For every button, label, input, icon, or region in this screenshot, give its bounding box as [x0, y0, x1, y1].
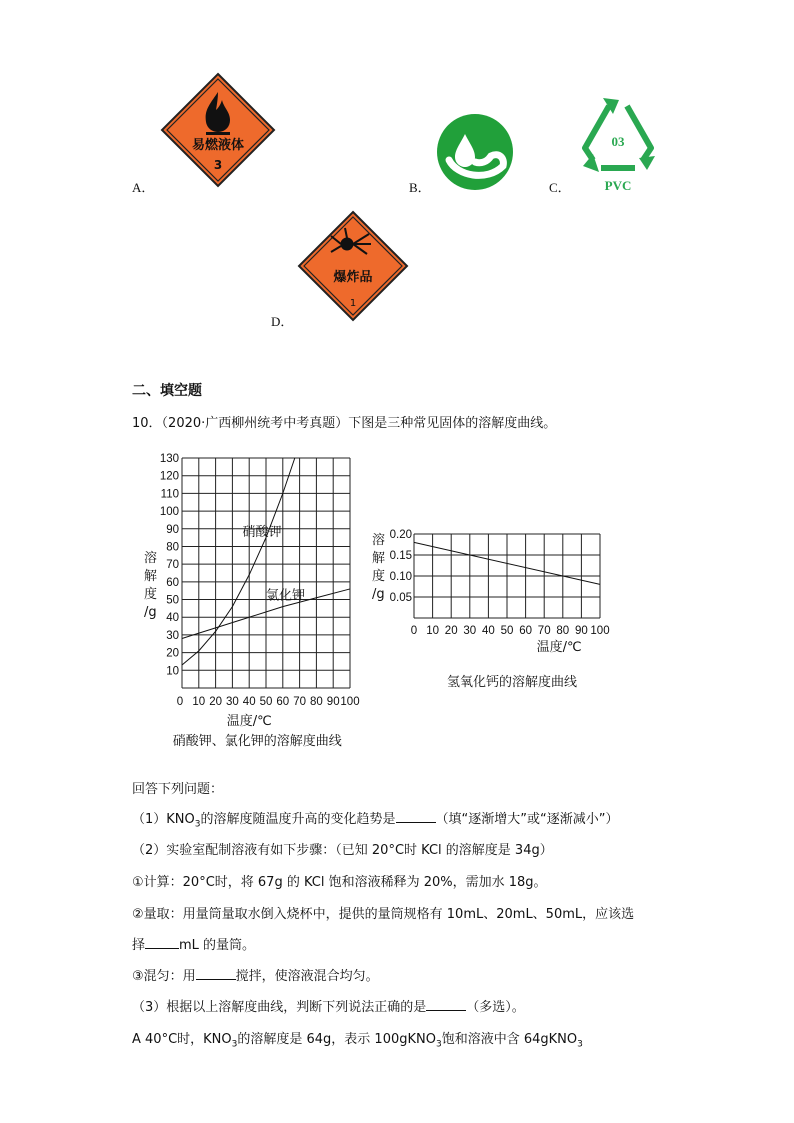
x-axis-label: 温度/℃ [536, 640, 582, 655]
chart-kno3-kcl [140, 448, 380, 753]
q2-tool-blank[interactable] [196, 967, 236, 980]
x-tick-label: 50 [500, 625, 514, 637]
x-tick-label: 30 [463, 625, 477, 637]
y-tick-label: 0.05 [389, 592, 412, 604]
recycle-text: PVC [604, 178, 632, 193]
x-tick-label: 20 [444, 625, 458, 637]
y-tick-label: 0.20 [389, 529, 412, 541]
option-c-sign[interactable] [573, 94, 663, 194]
chart1-grid [182, 458, 350, 688]
q3-option-a: A 40°C时，$KNO_3$的溶解度是 64g，表示 100gKNO$_3$饱和溶液中含 64gKNO$_3$ [132, 1032, 583, 1050]
chart-caoh2 [368, 526, 618, 696]
y-tick-label: 120 [159, 470, 179, 483]
y-axis-label-char: /g [372, 587, 385, 602]
y-tick-label: 80 [166, 541, 179, 554]
y-tick-label: 50 [166, 594, 179, 607]
chart-title: 硝酸钾、氯化钾的溶解度曲线 [172, 734, 342, 749]
y-tick-label: 110 [160, 488, 179, 501]
q1-answer-blank[interactable] [396, 810, 436, 823]
y-tick-label: 130 [159, 453, 179, 465]
x-tick-label: 0 [176, 696, 184, 708]
option-b-sign[interactable] [435, 112, 515, 192]
y-axis-label-char: 解 [372, 551, 386, 566]
x-tick-label: 50 [259, 696, 273, 708]
q2-volume-blank[interactable] [145, 936, 179, 949]
sign-a-number: 3 [213, 158, 223, 172]
sign-d-number: 1 [349, 298, 357, 309]
x-tick-label: 30 [226, 696, 239, 708]
y-tick-label: 0.10 [389, 571, 412, 583]
x-tick-label: 60 [519, 625, 532, 637]
option-d-label: D． [271, 314, 294, 329]
y-tick-label: 90 [166, 523, 179, 536]
x-tick-label: 40 [482, 625, 495, 637]
option-c-label: C． [549, 180, 571, 195]
x-tick-label: 20 [209, 696, 222, 708]
x-tick-label: 60 [276, 696, 290, 708]
q2-step2b: 择 mL 的量筒。 [132, 938, 256, 953]
y-tick-label: 60 [166, 576, 179, 589]
q2-step3: ③混匀：用 搅拌，使溶液混合均匀。 [132, 969, 379, 984]
option-d-sign[interactable] [297, 210, 409, 322]
x-tick-label: 10 [192, 696, 206, 708]
question-stem: 10．（2020·广西柳州统考中考真题）下图是三种常见固体的溶解度曲线。 [132, 416, 557, 431]
option-b-label: B． [409, 180, 431, 195]
y-tick-label: 0.15 [389, 550, 412, 562]
x-tick-label: 70 [537, 625, 551, 637]
chart2-grid [414, 534, 600, 618]
y-axis-label-char: /g [144, 605, 157, 620]
x-tick-label: 10 [426, 625, 439, 637]
x-tick-label: 40 [242, 696, 256, 708]
q3-answer-blank[interactable] [426, 998, 466, 1011]
x-tick-label: 100 [590, 625, 610, 637]
q1-line: $(1)KNO_3$的溶解度随温度升高的变化趋势是 （填“逐渐增大”或“逐渐减小”） [132, 812, 619, 830]
x-tick-label: 80 [556, 625, 570, 637]
sign-a-text: 易燃液体 [191, 138, 245, 153]
sign-d-text: 爆炸品 [333, 270, 373, 285]
series-label-kcl: 氯化钾 [266, 588, 306, 604]
y-tick-label: 10 [166, 665, 179, 678]
y-tick-label: 30 [166, 629, 179, 642]
x-tick-label: 70 [293, 696, 306, 708]
y-tick-label: 100 [159, 506, 179, 519]
series-label-kno3: 硝酸钾 [242, 524, 282, 540]
option-a-label: A． [132, 180, 155, 195]
chart-title: 氢氧化钙的溶解度曲线 [446, 675, 578, 690]
y-axis-label-char: 溶 [372, 533, 386, 548]
x-tick-label: 90 [326, 696, 340, 708]
q2-step2a: ②量取：用量筒量取水倒入烧杯中，提供的量筒规格有 10mL、20mL、50mL，应该选 [132, 907, 635, 922]
x-tick-label: 80 [310, 696, 323, 708]
y-axis-label-char: 度 [144, 587, 158, 602]
y-axis-label-char: 度 [372, 569, 386, 584]
recycle-number: 03 [611, 134, 625, 149]
option-a-sign[interactable] [160, 72, 276, 188]
y-tick-label: 40 [166, 612, 179, 625]
q2-line: （2）实验室配制溶液有如下步骤：（已知 20°C时 KCl 的溶解度是 34g） [132, 843, 553, 858]
y-tick-label: 70 [166, 559, 179, 572]
x-tick-label: 100 [340, 696, 360, 708]
x-tick-label: 0 [410, 625, 418, 637]
q2-step1: ①计算：20°C时，将 67g 的 KCl 饱和溶液稀释为 20%，需加水 18g。 [132, 875, 547, 890]
y-axis-label-char: 溶 [144, 551, 158, 566]
q3-line: （3）根据以上溶解度曲线，判断下列说法正确的是 （多选）。 [132, 1000, 525, 1015]
x-axis-label: 温度/℃ [226, 714, 272, 729]
answer-intro: 回答下列问题： [132, 782, 224, 797]
x-tick-label: 90 [575, 625, 588, 637]
y-axis-label-char: 解 [144, 569, 158, 584]
y-tick-label: 20 [166, 647, 179, 660]
section-title: 二、填空题 [132, 383, 202, 399]
